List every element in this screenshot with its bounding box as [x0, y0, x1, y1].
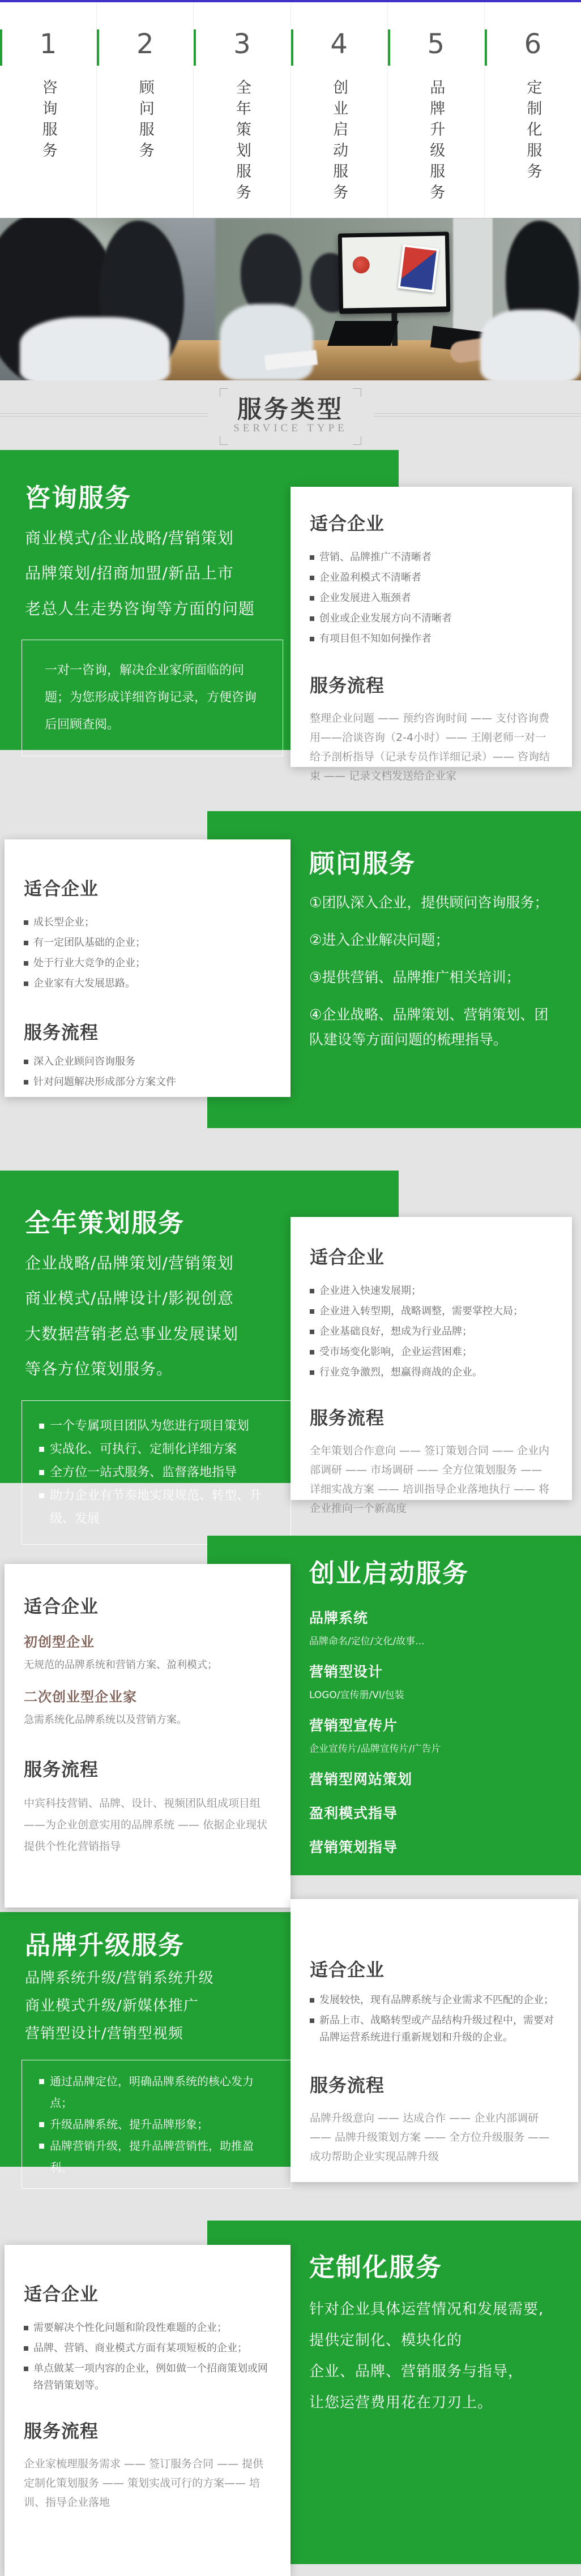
fit-item: 企业进入转型期，战略调整，需要掌控大局；	[310, 1303, 553, 1320]
upgrade-line: 商业模式升级/新媒体推广	[25, 1997, 199, 2014]
annual-box-item: 实战化、可执行、定制化详细方案	[39, 1438, 274, 1461]
square-bullet-icon	[24, 941, 28, 945]
square-bullet-icon	[24, 1060, 28, 1064]
annual-line: 等各方位策划服务。	[25, 1360, 173, 1379]
banner-photo	[0, 218, 581, 380]
service-label: 定制化服务	[524, 79, 542, 184]
fit-item: 企业家有大发展思路。	[24, 975, 271, 992]
service-number: 3	[233, 28, 251, 60]
green-accent-bar	[388, 29, 390, 66]
fit-item: 受市场变化影响，企业运营困难；	[310, 1344, 553, 1361]
startup-group-title: 营销策划指导	[309, 1838, 398, 1855]
square-bullet-icon	[310, 576, 314, 580]
service-number: 5	[427, 28, 445, 60]
upgrade-box-item: 通过品牌定位，明确品牌系统的核心发力点；	[39, 2071, 274, 2114]
service-tab-consulting[interactable]	[0, 2, 97, 218]
square-bullet-icon	[310, 555, 314, 560]
custom-line: 针对企业具体运营情况和发展需要,	[309, 2300, 544, 2318]
custom-line: 企业、品牌、营销服务与指导，	[309, 2363, 524, 2380]
fit-subtext: 急需系统化品牌系统以及营销方案。	[24, 1714, 187, 1726]
annual-box-item: 全方位一站式服务、监督落地指导	[39, 1461, 274, 1484]
consulting-title: 咨询服务	[25, 483, 132, 513]
flow-title: 服务流程	[24, 1759, 99, 1780]
fit-title: 适合企业	[310, 1959, 385, 1981]
fit-title: 适合企业	[310, 1246, 385, 1268]
annual-line: 大数据营销老总事业发展谋划	[25, 1324, 239, 1343]
square-bullet-icon	[310, 2018, 314, 2023]
flow-title: 服务流程	[310, 675, 385, 696]
tv-display	[338, 232, 450, 314]
square-bullet-icon	[310, 1289, 314, 1293]
service-label: 创业启动服务	[330, 79, 348, 205]
consulting-line: 品牌策划/招商加盟/新品上市	[25, 564, 234, 583]
startup-group-detail: LOGO/宣传册/VI/包装	[309, 1689, 404, 1701]
service-label: 全年策划服务	[233, 79, 251, 205]
custom-title: 定制化服务	[309, 2252, 443, 2282]
square-bullet-icon	[24, 920, 28, 925]
annual-box-item: 一个专属项目团队为您进行项目策划	[39, 1415, 274, 1438]
square-bullet-icon	[39, 1424, 44, 1429]
flow-text: 全年策划合作意向 —— 签订策划合同 —— 企业内部调研 —— 市场调研 —— 全方位策划服务 —— 详细实战方案 —— 培训指导企业落地执行 —— 将企业推向一个新高度	[310, 1445, 550, 1515]
person-shirt	[480, 310, 581, 380]
square-bullet-icon	[39, 1493, 44, 1498]
custom-line: 提供定制化、模块化的	[309, 2331, 463, 2349]
flow-item: 深入企业顾问咨询服务	[24, 1053, 271, 1070]
fit-item: 处于行业大竞争的企业；	[24, 955, 271, 972]
fit-item: 创业或企业发展方向不清晰者	[310, 610, 553, 627]
square-bullet-icon	[24, 2326, 28, 2330]
service-tab-advisory[interactable]	[97, 2, 194, 218]
consulting-line: 老总人生走势咨询等方面的问题	[25, 599, 255, 618]
upgrade-title: 品牌升级服务	[25, 1930, 185, 1960]
fit-title: 适合企业	[24, 878, 99, 899]
upgrade-line: 品牌系统升级/营销系统升级	[25, 1969, 214, 1987]
flow-title: 服务流程	[24, 2420, 99, 2442]
upgrade-box-item: 品牌营销升级，提升品牌营销性，助推盈利。	[39, 2135, 274, 2178]
advisory-card	[5, 839, 290, 1097]
service-tab-annual[interactable]	[194, 2, 290, 218]
service-label: 品牌升级服务	[427, 79, 445, 205]
fit-item: 企业基础良好，想成为行业品牌；	[310, 1323, 553, 1340]
tv-screen	[342, 235, 446, 308]
square-bullet-icon	[310, 1370, 314, 1375]
red-badge-icon	[352, 256, 370, 274]
square-bullet-icon	[39, 2122, 44, 2127]
green-accent-bar	[291, 29, 293, 66]
laptop-silhouette	[327, 321, 399, 346]
fit-item: 单点做某一项内容的企业，例如做一个招商策划或网络营销策划等。	[24, 2360, 271, 2394]
poster-graphic	[398, 245, 439, 293]
service-tab-startup[interactable]	[291, 2, 388, 218]
fit-subtitle: 二次创业型企业家	[24, 1689, 137, 1705]
fit-item: 成长型企业；	[24, 914, 271, 931]
square-bullet-icon	[24, 961, 28, 966]
startup-group-detail: 品牌命名/定位/文化/故事...	[309, 1635, 425, 1647]
consulting-highlight-text: 一对一咨询，解决企业家所面临的问题；为您形成详细咨询记录，方便咨询后回顾查阅。	[45, 663, 257, 732]
square-bullet-icon	[310, 1350, 314, 1355]
square-bullet-icon	[39, 2079, 44, 2084]
advisory-item: ①团队深入企业，提供顾问咨询服务；	[309, 894, 549, 911]
flow-text: 中宾科技营销、品牌、设计、视频团队组成项目组 ——为企业创意实用的品牌系统 —— 依据企业现状提供个性化营销指导	[24, 1797, 268, 1853]
square-bullet-icon	[310, 616, 314, 621]
flow-text: 整理企业问题 —— 预约咨询时间 —— 支付咨询费用——洽谈咨询（2-4小时）—— 王刚老师一对一给予剖析指导（记录专员作详细记录）—— 咨询结束 —— 记录文档发送给企业家	[310, 712, 550, 782]
annual-title: 全年策划服务	[25, 1208, 185, 1238]
service-number: 6	[524, 28, 542, 60]
section-heading	[0, 380, 581, 450]
service-tab-custom[interactable]	[485, 2, 581, 218]
advisory-title: 顾问服务	[309, 848, 416, 878]
square-bullet-icon	[310, 596, 314, 601]
square-bullet-icon	[39, 1470, 44, 1475]
square-bullet-icon	[310, 637, 314, 641]
startup-group-title: 营销型设计	[309, 1663, 383, 1680]
green-accent-bar	[485, 29, 487, 66]
startup-title: 创业启动服务	[309, 1558, 469, 1588]
startup-group-detail: 企业宣传片/品牌宣传片/广告片	[309, 1743, 441, 1755]
startup-group-title: 营销型网站策划	[309, 1771, 413, 1788]
fit-title: 适合企业	[310, 513, 385, 534]
startup-card	[5, 1564, 290, 1908]
green-accent-bar	[97, 29, 99, 66]
annual-card	[290, 1217, 572, 1515]
flow-text: 企业家梳理服务需求 —— 签订服务合同 —— 提供定制化策划服务 —— 策划实战可行的方案—— 培训、指导企业落地	[24, 2458, 264, 2509]
advisory-item: ④企业战略、品牌策划、营销策划、团队建设等方面问题的梳理指导。	[309, 1006, 549, 1048]
annual-line: 企业战略/品牌策划/营销策划	[25, 1253, 234, 1272]
flow-title: 服务流程	[24, 1022, 99, 1043]
fit-item: 需要解决个性化问题和阶段性难题的企业；	[24, 2320, 271, 2337]
advisory-item: ③提供营销、品牌推广相关培训；	[309, 968, 520, 985]
annual-line: 商业模式/品牌设计/影视创意	[25, 1289, 234, 1308]
flow-text: 品牌升级意向 —— 达成合作 —— 企业内部调研 —— 品牌升级策划方案 —— 全方位升级服务 —— 成功帮助企业实现品牌升级	[310, 2112, 550, 2163]
consulting-line: 商业模式/企业战略/营销策划	[25, 528, 234, 547]
fit-item: 品牌、营销、商业模式方面有某项短板的企业；	[24, 2340, 271, 2357]
fit-subtext: 无规范的品牌系统和营销方案、盈利模式；	[24, 1659, 217, 1671]
flow-title: 服务流程	[310, 1407, 385, 1429]
page-title: 服务类型	[237, 396, 344, 424]
green-accent-bar	[194, 29, 196, 66]
flow-title: 服务流程	[310, 2074, 385, 2096]
square-bullet-icon	[24, 2367, 28, 2371]
fit-item: 新品上市、战略转型或产品结构升级过程中，需要对品牌运营系统进行重新规划和升级的企业。	[310, 2012, 559, 2046]
flow-item: 针对问题解决形成部分方案文件	[24, 1074, 271, 1091]
square-bullet-icon	[24, 981, 28, 986]
service-label: 咨询服务	[39, 79, 57, 163]
green-accent-bar	[0, 29, 2, 66]
upgrade-card	[290, 1899, 578, 2182]
service-number: 1	[39, 28, 57, 60]
fit-item: 行业竞争激烈，想赢得商战的企业。	[310, 1364, 553, 1381]
upgrade-box-item: 升级品牌系统、提升品牌形象；	[39, 2114, 274, 2135]
startup-group-title: 营销型宣传片	[309, 1717, 398, 1734]
square-bullet-icon	[39, 1447, 44, 1452]
consulting-card	[290, 487, 572, 782]
fit-subtitle: 初创型企业	[24, 1634, 95, 1650]
square-bullet-icon	[310, 1998, 314, 2003]
fit-item: 企业盈利模式不清晰者	[310, 569, 553, 586]
startup-group-title: 盈利模式指导	[309, 1805, 398, 1821]
person-shirt	[20, 317, 170, 380]
custom-line: 让您运营费用花在刀刃上。	[309, 2394, 493, 2412]
fit-item: 营销、品牌推广不清晰者	[310, 549, 553, 566]
service-nav	[0, 2, 581, 218]
annual-box-item: 助力企业有节奏地实现规范、转型、升级、发展	[39, 1484, 274, 1531]
square-bullet-icon	[310, 1309, 314, 1314]
service-number: 2	[136, 28, 154, 60]
page-subtitle: SERVICE TYPE	[233, 422, 348, 434]
square-bullet-icon	[24, 2346, 28, 2351]
startup-group-title: 品牌系统	[309, 1609, 369, 1626]
custom-card	[5, 2245, 290, 2576]
square-bullet-icon	[310, 1330, 314, 1334]
advisory-item: ②进入企业解决问题；	[309, 931, 450, 948]
square-bullet-icon	[24, 1080, 28, 1085]
service-number: 4	[330, 28, 348, 60]
fit-item: 企业进入快速发展期；	[310, 1283, 553, 1300]
fit-item: 企业发展进入瓶颈者	[310, 590, 553, 607]
fit-item: 有一定团队基础的企业；	[24, 935, 271, 951]
service-tab-upgrade[interactable]	[388, 2, 485, 218]
fit-item: 发展较快，现有品牌系统与企业需求不匹配的企业；	[310, 1992, 559, 2009]
fit-title: 适合企业	[24, 2283, 99, 2305]
square-bullet-icon	[39, 2144, 44, 2149]
fit-item: 有项目但不知如何操作者	[310, 631, 553, 648]
fit-title: 适合企业	[24, 1596, 99, 1617]
service-label: 顾问服务	[136, 79, 154, 163]
upgrade-line: 营销型设计/营销型视频	[25, 2025, 183, 2042]
